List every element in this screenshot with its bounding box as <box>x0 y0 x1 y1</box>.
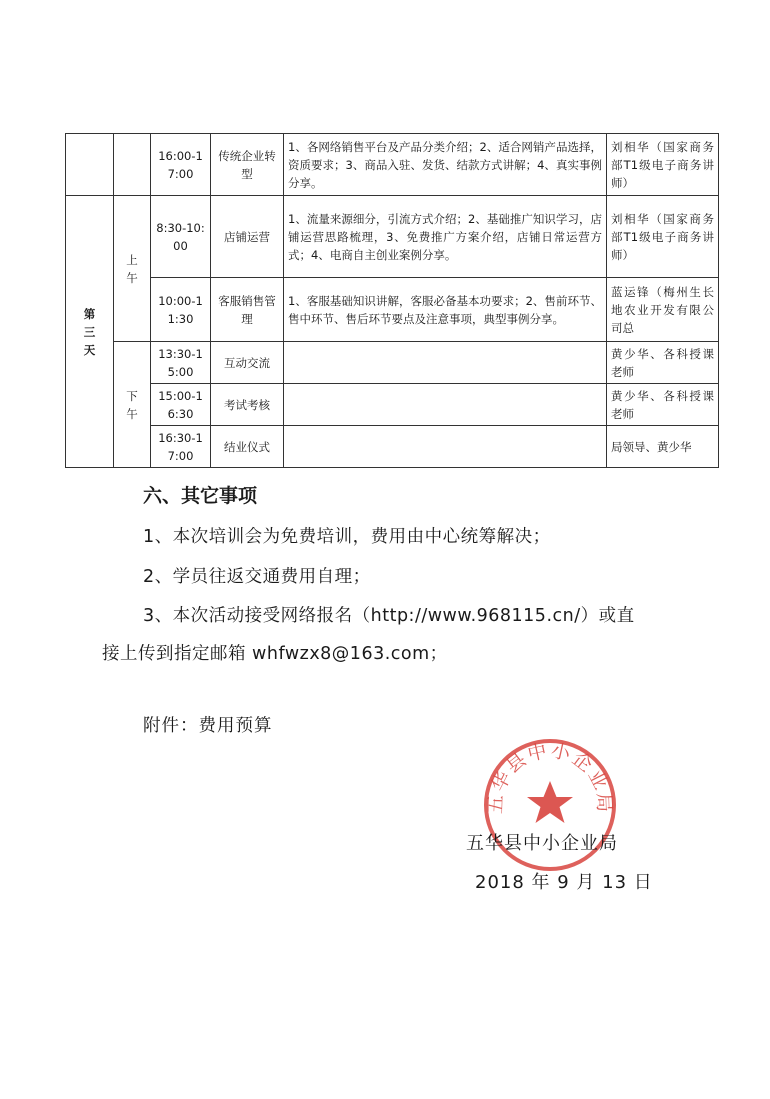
session-time: 16:30-17:00 <box>151 426 211 468</box>
notice-item-3-continued: 接上传到指定邮箱 whfwzx8@163.com； <box>102 644 448 664</box>
table-row <box>66 342 719 384</box>
session-time: 16:00-17:00 <box>151 134 211 196</box>
empty-cell <box>114 134 151 196</box>
table-row <box>66 426 719 468</box>
session-topic: 店铺运营 <box>211 196 284 278</box>
session-content <box>284 342 607 384</box>
session-time: 13:30-15:00 <box>151 342 211 384</box>
table-row <box>66 134 719 196</box>
session-time: 15:00-16:30 <box>151 384 211 426</box>
session-topic: 结业仪式 <box>211 426 284 468</box>
session-lecturer: 黄少华、各科授课老师 <box>607 384 719 426</box>
session-lecturer: 黄少华、各科授课老师 <box>607 342 719 384</box>
session-lecturer: 局领导、黄少华 <box>607 426 719 468</box>
notice-item-1: 1、本次培训会为免费培训，费用由中心统筹解决； <box>143 527 551 547</box>
svg-text:五华县中小企业局: 五华县中小企业局 <box>484 739 616 815</box>
morning-label: 上 午 <box>114 196 151 342</box>
session-topic: 客服销售管理 <box>211 278 284 342</box>
session-content <box>284 384 607 426</box>
session-lecturer: 刘相华（国家商务部T1级电子商务讲师） <box>607 196 719 278</box>
notice-item-2: 2、学员往返交通费用自理； <box>143 567 371 587</box>
empty-cell <box>66 134 114 196</box>
star-icon <box>527 781 573 823</box>
notice-item-3: 3、本次活动接受网络报名（http://www.968115.cn/）或直 <box>143 606 635 626</box>
afternoon-label: 下 午 <box>114 342 151 468</box>
session-lecturer: 刘相华（国家商务部T1级电子商务讲师） <box>607 134 719 196</box>
table-row <box>66 384 719 426</box>
session-content: 1、客服基础知识讲解，客服必备基本功要求；2、售前环节、售中环节、售后环节要点及注意事项，典型事例分享。 <box>284 278 607 342</box>
session-topic: 考试考核 <box>211 384 284 426</box>
session-lecturer: 蓝运锋（梅州生长地农业开发有限公司总 <box>607 278 719 342</box>
day-label: 第 三 天 <box>66 196 114 468</box>
session-topic: 传统企业转型 <box>211 134 284 196</box>
issuer-name: 五华县中小企业局 <box>466 833 618 854</box>
session-time: 8:30-10:00 <box>151 196 211 278</box>
attachment-note: 附件：费用预算 <box>143 716 273 736</box>
schedule-table <box>65 133 719 468</box>
session-content: 1、流量来源细分，引流方式介绍；2、基础推广知识学习，店铺运营思路梳理，3、免费推广方案介绍，店铺日常运营方式；4、电商自主创业案例分享。 <box>284 196 607 278</box>
session-topic: 互动交流 <box>211 342 284 384</box>
section-title: 六、其它事项 <box>143 485 258 507</box>
table-row <box>66 278 719 342</box>
session-content <box>284 426 607 468</box>
session-time: 10:00-11:30 <box>151 278 211 342</box>
table-row <box>66 196 719 278</box>
issue-date: 2018 年 9 月 13 日 <box>475 872 653 893</box>
session-content: 1、各网络销售平台及产品分类介绍；2、适合网销产品选择，资质要求；3、商品入驻、发货、结款方式讲解；4、真实事例分享。 <box>284 134 607 196</box>
